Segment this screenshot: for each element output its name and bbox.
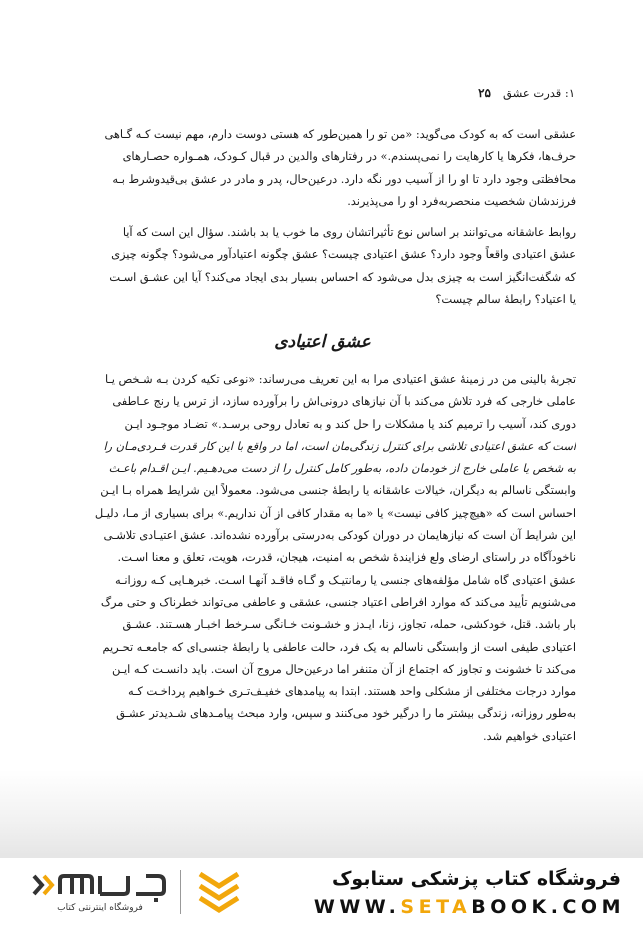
text-line: احساس است که «هیچ‌چیز کافی نیست» یا «ما به مقدار کافی از آن نداریم.» برای بسیاری از مـا، دلیـل [94,506,576,520]
text-line: دوری کند، آسیب را ترمیم کند یا مشکلات را حل کند و به تعادل روحی برسـد.» تضـاد موجـود ایـن [124,417,576,431]
store-url[interactable] [314,896,625,918]
page-number: ۲۵ [478,86,491,100]
store-name: فروشگاه کتاب پزشکی ستابوک [331,868,621,890]
chapter-title: ۱: قدرت عشق [503,86,575,100]
book-chevron-icon [196,868,242,916]
section-heading: عشق اعتیادی [274,332,371,352]
text-line: یا اعتیاد؟ رابطهٔ سالم چیست؟ [435,292,576,306]
text-line: عشق اعتیادی گاه شامل مؤلفه‌های جنسی یا رمانتیـک و گـاه فاقـد آنهـا اسـت. خبرهـایی کـه روزانـه [115,573,576,587]
text-line: محافظتی وجود دارد تا او را از آسیب دور نگه دارد. درعین‌حال، پدر و مادر در عشق بی‌قیدوشرط بـه [112,172,576,186]
text-line: به‌طور روزانه، زندگی بیشتر ما را درگیر خود می‌کنند و سپس، وارد مبحث پیامـدهای شـدیدتر عشـق [116,707,576,721]
text-line: است که عشق اعتیادی تلاشی برای کنترل زندگی‌مان است، اما در واقع با این کار قدرت فـردی‌مـان را [103,439,576,453]
paragraph-definition [76,369,576,748]
text-line: فرزندشان شخصیت منحصربه‌فرد او را می‌پذیرند. [347,194,576,208]
text-line: که شگفت‌انگیز است به چیزی بدل می‌شود که احساس بسیار بدی ایجاد می‌کند؟ آیا این عشـق اسـت [109,270,576,284]
text-line: ناخودآگاه در راستای ارضای ولع فزایندهٔ شخص به امنیت، هیجان، قدرت، هویت، تعلق و معنا اسـت. [117,551,576,565]
url-accent: SETA [400,896,472,918]
text-line: این شرایط آن است که نیازهایمان در دوران کودکی به‌درستی برآورده نشده‌اند. عشق اعتیـادی تلاشـی [103,529,576,543]
text-line: وابستگی ناسالم به دیگران، خیالات عاشقانه یا رابطهٔ جنسی می‌شود. معمولاً این شرایط همراه بـا ایـن [100,484,576,498]
footer-divider [180,870,181,914]
url-prefix: WWW. [313,896,401,918]
text-line: موارد درجات مختلفی از مشکلی واحد هستند. ابتدا به پیامدهای خفیـف‌تـری خـواهیم پرداخـت کـه [127,685,576,699]
paragraph-questions [76,222,576,311]
paragraph-intro [76,124,576,213]
text-line: حرف‌ها، فکرها یا کارهایت را نمی‌پسندم.» در رفتارهای والدین در قبال کـودک، همـواره حصـارهای [122,150,576,164]
text-line: اعتیادی خواهیم شد. [482,729,576,743]
running-header [70,86,575,100]
text-line: عاملی خارجی که فرد تلاش می‌کند با آن نیازهای درونی‌اش را برآورده سازد، از ترس یا رنج عـاطفی [112,395,576,409]
url-suffix: BOOK.COM [471,896,625,918]
text-line: روابط عاشقانه می‌توانند بر اساس نوع تأثیراتشان روی ما خوب یا بد باشند. سؤال این است که آیا [122,226,576,239]
text-line: اعتیادی طیفی است از وابستگی ناسالم به یک فرد، حالت عاطفی یا رابطهٔ جنسی‌ای که جامعـه تحـریم [102,640,576,654]
logo-wordmark [28,866,168,904]
text-line: عشق اعتیادی واقعاً وجود دارد؟ عشق اعتیادی چیست؟ عشق چگونه اعتیادآور می‌شود؟ چگونه چیزی [111,248,576,262]
text-line: بار باشد. قتل، خودکشی، حمله، تجاوز، زنا، ایـدز و خشـونت خـانگی سـرخط اخبـار هسـتند. عشـق [122,618,576,632]
text-line: می‌کند تا خشونت و تجاوز که اجتماع از آن متنفر اما درعین‌حال مروج آن است. باید دانسـت کـه ایـن [112,662,576,676]
logo-tagline: فروشگاه اینترنتی کتاب [57,903,143,913]
text-line: می‌شنویم تأیید می‌کند که موارد افراطی اعتیاد جنسی، عشقی و عاطفی می‌تواند خطرناک و حتی مرگ [100,595,576,609]
text-line: تجربهٔ بالینی من در زمینهٔ عشق اعتیادی مرا به این تعریف می‌رساند: «نوعی تکیه کردن بـه شـخص یـا [105,373,576,386]
text-line: به شخص یا عاملی خارج از خودمان داده، به‌طور کامل کنترل را از دست می‌دهـیم. ایـن اقـدام باعـث [108,462,576,476]
text-line: عشقی است که به کودک می‌گوید: «من تو را همین‌طور که هستی دوست دارم، مهم نیست کـه گـاهی [104,128,576,141]
store-footer-banner [0,858,643,926]
